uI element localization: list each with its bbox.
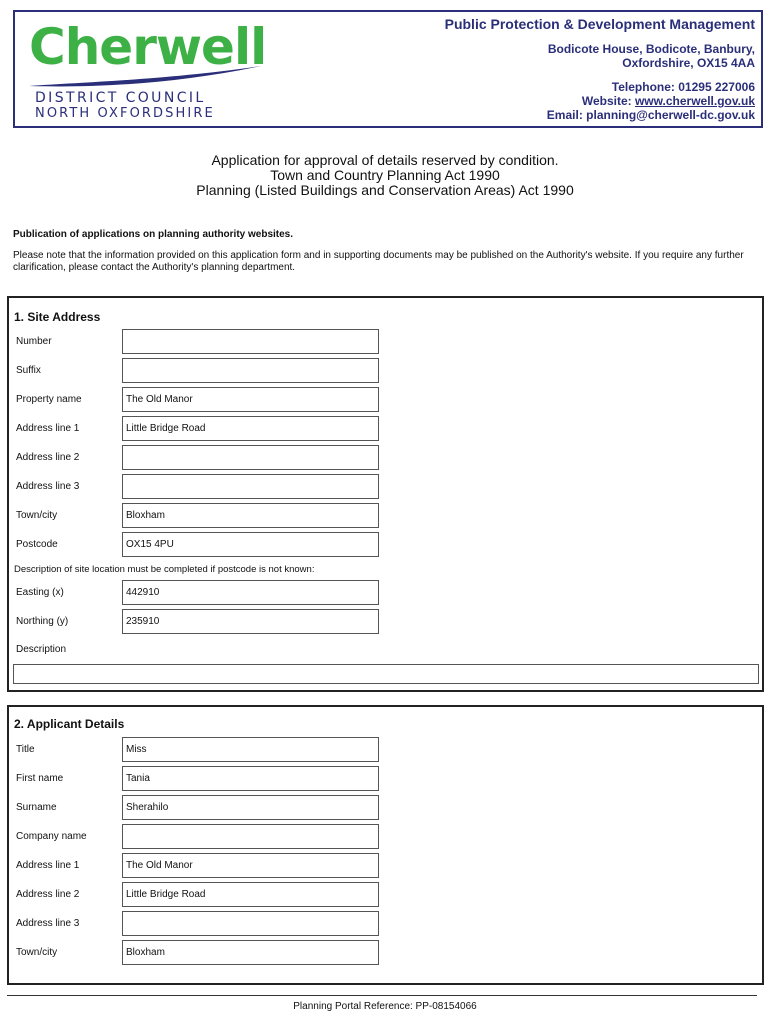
easting-field[interactable]: 442910 [122, 580, 379, 605]
website-link[interactable]: www.cherwell.gov.uk [634, 94, 755, 108]
address-line-1-field[interactable]: The Old Manor [122, 853, 379, 878]
field-row [9, 387, 766, 412]
website-label: Website: [581, 94, 635, 108]
logo-swoosh-icon [25, 64, 265, 90]
applicant-details-section [7, 705, 764, 985]
logo-district-council: DISTRICT COUNCIL [35, 90, 206, 106]
field-row [9, 766, 766, 791]
field-label: Address line 3 [16, 481, 80, 492]
email-label: Email: [546, 108, 587, 122]
address-line-2-field[interactable]: Little Bridge Road [122, 882, 379, 907]
first-name-field[interactable]: Tania [122, 766, 379, 791]
field-row [9, 882, 766, 907]
surname-field[interactable]: Sherahilo [122, 795, 379, 820]
description-label: Description [16, 644, 67, 655]
number-field[interactable] [122, 329, 379, 354]
address-line-1-field[interactable]: Little Bridge Road [122, 416, 379, 441]
field-label: Easting (x) [16, 587, 64, 598]
address-line-2-field[interactable] [122, 445, 379, 470]
postcode-field[interactable]: OX15 4PU [122, 532, 379, 557]
field-label: Northing (y) [16, 616, 69, 627]
planning-portal-reference: Planning Portal Reference: PP-08154066 [293, 1001, 477, 1012]
council-logo-wordmark: Cherwell [29, 18, 267, 76]
field-label: Title [16, 744, 35, 755]
town-city-field[interactable]: Bloxham [122, 503, 379, 528]
field-row [9, 911, 766, 936]
contact-block [445, 16, 755, 122]
field-row [9, 795, 766, 820]
field-label: Number [16, 336, 52, 347]
address-line-2: Oxfordshire, OX15 4AA [622, 56, 755, 70]
site-address-section [7, 296, 764, 692]
town-city-field[interactable]: Bloxham [122, 940, 379, 965]
northing-field[interactable]: 235910 [122, 609, 379, 634]
logo-north-oxfordshire: NORTH OXFORDSHIRE [35, 106, 215, 121]
title-line-1: Application for approval of details reserved by condition. [211, 152, 559, 168]
field-label: Postcode [16, 539, 58, 550]
publication-heading: Publication of applications on planning authority websites. [13, 229, 294, 240]
footer-divider [7, 995, 757, 996]
field-row [9, 329, 766, 354]
field-label: Address line 2 [16, 889, 80, 900]
field-label: Surname [16, 802, 57, 813]
suffix-field[interactable] [122, 358, 379, 383]
department-name: Public Protection & Development Management [444, 16, 755, 32]
field-label: Town/city [16, 947, 58, 958]
section-title: 1. Site Address [14, 310, 101, 324]
field-row [9, 503, 766, 528]
address-line-3-field[interactable] [122, 911, 379, 936]
company-name-field[interactable] [122, 824, 379, 849]
field-label: Property name [16, 394, 82, 405]
email-link[interactable]: planning@cherwell-dc.gov.uk [586, 108, 755, 122]
field-label: Company name [16, 831, 87, 842]
field-label: Address line 3 [16, 918, 80, 929]
field-row [9, 532, 766, 557]
description-field[interactable] [13, 664, 759, 684]
field-label: Address line 1 [16, 423, 80, 434]
field-row [9, 824, 766, 849]
section-title: 2. Applicant Details [14, 717, 125, 731]
title-line-3: Planning (Listed Buildings and Conservation Areas) Act 1990 [196, 182, 574, 198]
field-row [9, 445, 766, 470]
field-label: Address line 2 [16, 452, 80, 463]
field-row [9, 580, 766, 605]
field-label: Town/city [16, 510, 58, 521]
field-row [9, 358, 766, 383]
title-line-2: Town and Country Planning Act 1990 [270, 167, 500, 183]
form-title [0, 153, 770, 198]
address-line-3-field[interactable] [122, 474, 379, 499]
title-field[interactable]: Miss [122, 737, 379, 762]
field-label: Suffix [16, 365, 41, 376]
field-row [9, 609, 766, 634]
location-note: Description of site location must be completed if postcode is not known: [14, 564, 315, 575]
field-row [9, 940, 766, 965]
field-label: Address line 1 [16, 860, 80, 871]
field-label: First name [16, 773, 64, 784]
publication-note: Please note that the information provided on this application form and in supporting documents may be published on the Authority's website. If you require any further clarification, please contact the Authority's planning department. [13, 250, 744, 273]
address-line-1: Bodicote House, Bodicote, Banbury, [547, 42, 755, 56]
telephone: Telephone: 01295 227006 [611, 80, 755, 94]
email-row [445, 108, 755, 122]
field-row [9, 474, 766, 499]
field-row [9, 737, 766, 762]
field-row [9, 416, 766, 441]
property-name-field[interactable]: The Old Manor [122, 387, 379, 412]
field-row [9, 853, 766, 878]
letterhead [13, 10, 763, 128]
website-row [445, 94, 755, 108]
